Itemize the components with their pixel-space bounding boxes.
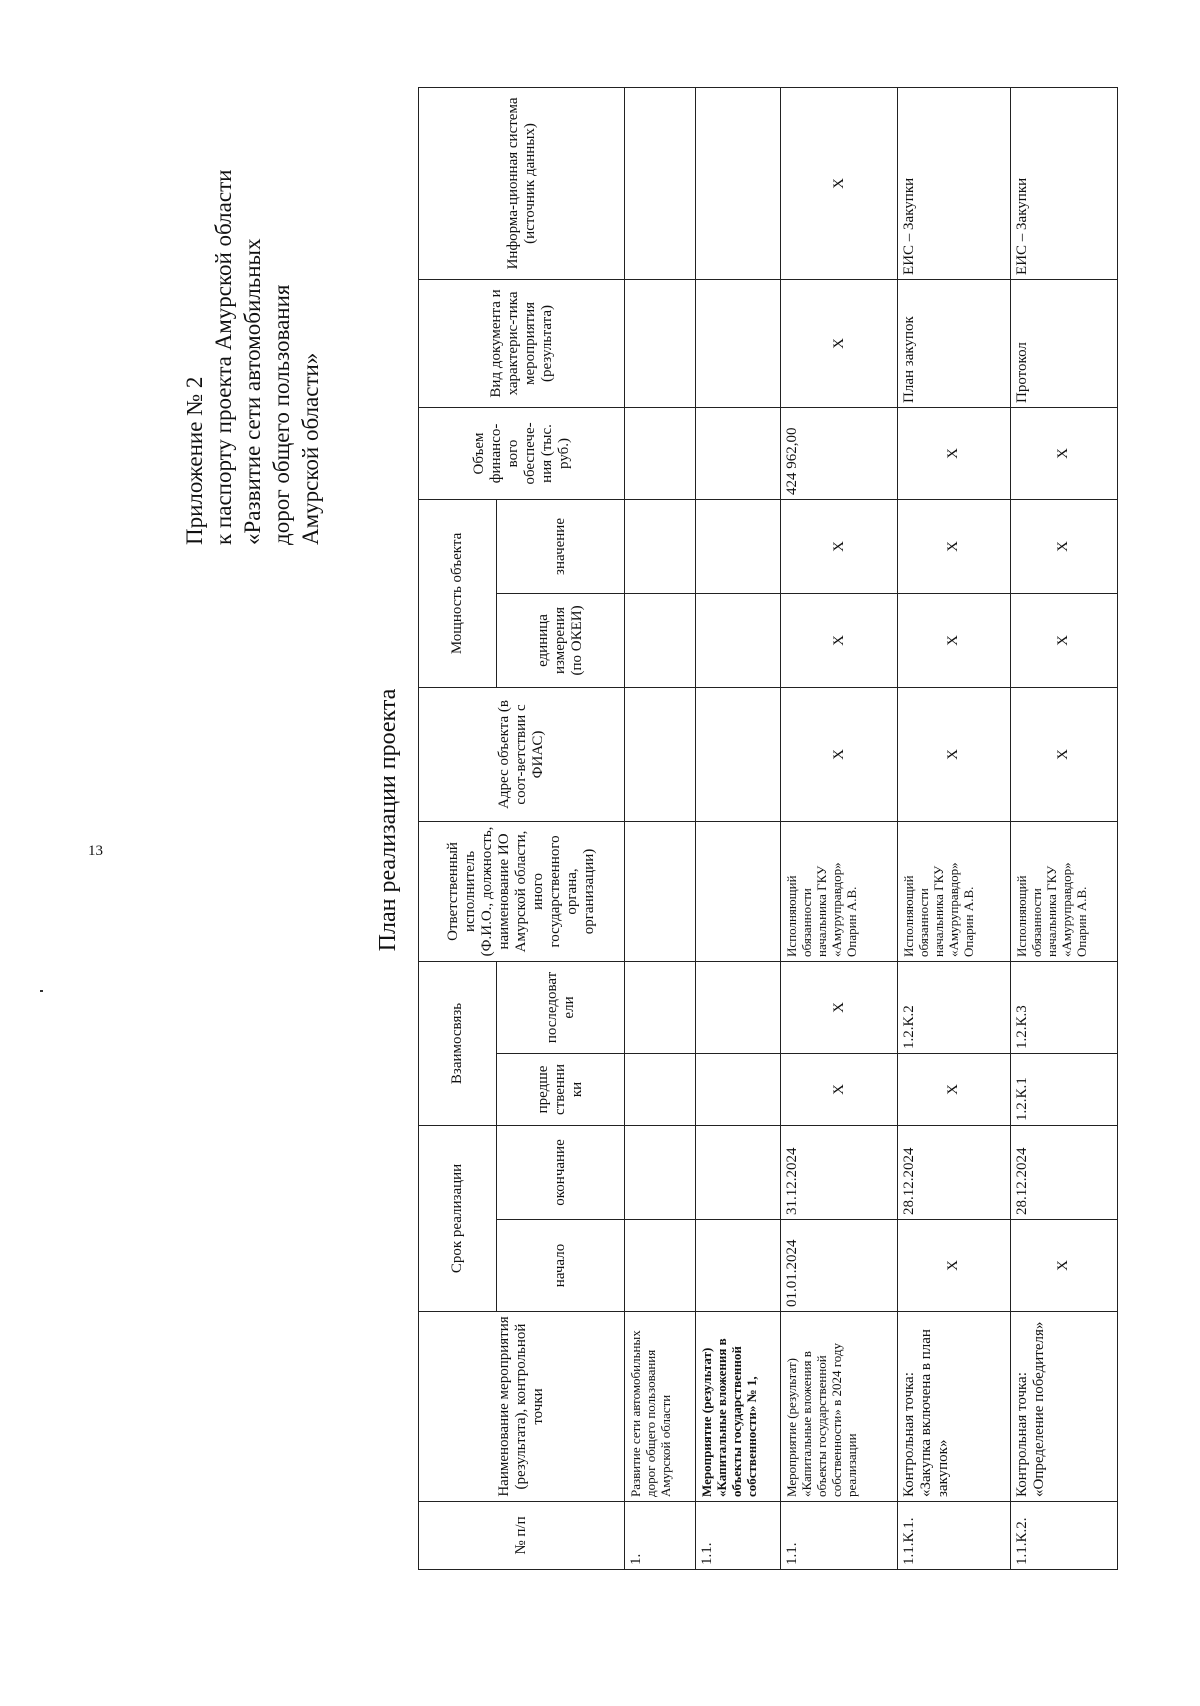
cell-resp: Исполняющий обязанности начальника ГКУ «Амуруправдор» Опарин А.В. <box>781 821 898 961</box>
header-name: Наименование мероприятия (результата), контрольной точки <box>419 1312 625 1502</box>
cell-num: 1. <box>625 1502 696 1570</box>
cell-doc: Протокол <box>1010 279 1117 407</box>
cell-addr: Х <box>781 687 898 821</box>
header-doctype: Вид документа и характерис-тика мероприятия (результата) <box>419 279 625 407</box>
cell-value <box>695 499 780 593</box>
cell-funding: Х <box>898 407 1010 499</box>
header-end: окончание <box>497 1125 625 1219</box>
cell-end: 28.12.2024 <box>898 1125 1010 1219</box>
cell-funding <box>625 407 696 499</box>
cell-num: 1.1. <box>781 1502 898 1570</box>
table-row <box>898 87 1010 1569</box>
cell-end <box>625 1125 696 1219</box>
scan-artifact <box>40 990 43 992</box>
annex-line-1: Приложение № 2 <box>182 376 207 545</box>
cell-resp <box>625 821 696 961</box>
cell-info: Х <box>781 87 898 279</box>
cell-addr: Х <box>1010 687 1117 821</box>
cell-name: Контрольная точка: «Закупка включена в план закупок» <box>898 1312 1010 1502</box>
table-row <box>1010 87 1117 1569</box>
cell-value: Х <box>1010 499 1117 593</box>
cell-start: Х <box>1010 1220 1117 1312</box>
cell-start: 01.01.2024 <box>781 1220 898 1312</box>
rotated-sheet <box>150 60 1150 1640</box>
header-predecessors: предше ственни ки <box>497 1053 625 1125</box>
cell-doc <box>695 279 780 407</box>
cell-doc: Х <box>781 279 898 407</box>
cell-addr <box>625 687 696 821</box>
cell-value: Х <box>781 499 898 593</box>
cell-pred <box>625 1053 696 1125</box>
cell-succ <box>625 961 696 1053</box>
cell-num: 1.1.К.2. <box>1010 1502 1117 1570</box>
table-row <box>625 87 696 1569</box>
cell-addr <box>695 687 780 821</box>
header-successors: последоват ели <box>497 961 625 1053</box>
cell-num: 1.1.К.1. <box>898 1502 1010 1570</box>
header-start: начало <box>497 1220 625 1312</box>
cell-info: ЕИС – Закупки <box>898 87 1010 279</box>
header-capacity: Мощность объекта <box>419 499 497 687</box>
cell-value: Х <box>898 499 1010 593</box>
annex-line-3: «Развитие сети автомобильных <box>240 238 265 545</box>
table-row <box>695 87 780 1569</box>
cell-end: 28.12.2024 <box>1010 1125 1117 1219</box>
header-address: Адрес объекта (в соот-ветствии с ФИАС) <box>419 687 625 821</box>
cell-info: ЕИС – Закупки <box>1010 87 1117 279</box>
cell-start: Х <box>898 1220 1010 1312</box>
header-period: Срок реализации <box>419 1125 497 1311</box>
cell-unit <box>695 593 780 687</box>
cell-funding: Х <box>1010 407 1117 499</box>
cell-doc <box>625 279 696 407</box>
page-number: 13 <box>88 843 103 859</box>
cell-pred: Х <box>898 1053 1010 1125</box>
cell-name: Мероприятие (результат) «Капитальные вложения в объекты государственной собственности» в 2024 году реализации <box>781 1312 898 1502</box>
annex-line-2: к паспорту проекта Амурской области <box>211 169 236 545</box>
header-funding: Объем финансо-вого обеспече-ния (тыс. руб.) <box>419 407 625 499</box>
header-relation: Взаимосвязь <box>419 961 497 1125</box>
header-value: значение <box>497 499 625 593</box>
cell-unit: Х <box>898 593 1010 687</box>
cell-succ: 1.2.К.3 <box>1010 961 1117 1053</box>
cell-info <box>695 87 780 279</box>
cell-name: Контрольная точка: «Определение победителя» <box>1010 1312 1117 1502</box>
cell-start <box>625 1220 696 1312</box>
cell-end <box>695 1125 780 1219</box>
cell-resp <box>695 821 780 961</box>
cell-succ <box>695 961 780 1053</box>
cell-succ: Х <box>781 961 898 1053</box>
cell-info <box>625 87 696 279</box>
header-infosys: Информа-ционная система (источник данных) <box>419 87 625 279</box>
cell-end: 31.12.2024 <box>781 1125 898 1219</box>
annex-line-5: Амурской области» <box>298 352 323 545</box>
annex-line-4: дорог общего пользования <box>269 284 294 545</box>
cell-pred: Х <box>781 1053 898 1125</box>
cell-doc: План закупок <box>898 279 1010 407</box>
plan-table <box>418 87 1118 1570</box>
cell-name: Развитие сети автомобильных дорог общего пользования Амурской области <box>625 1312 696 1502</box>
cell-pred <box>695 1053 780 1125</box>
header-num: № п/п <box>419 1502 625 1570</box>
cell-unit: Х <box>781 593 898 687</box>
annex-header <box>180 105 325 545</box>
cell-unit <box>625 593 696 687</box>
cell-addr: Х <box>898 687 1010 821</box>
cell-resp: Исполняющий обязанности начальника ГКУ «Амуруправдор» Опарин А.В. <box>898 821 1010 961</box>
cell-pred: 1.2.К.1 <box>1010 1053 1117 1125</box>
table-row <box>781 87 898 1569</box>
cell-funding: 424 962,00 <box>781 407 898 499</box>
cell-succ: 1.2.К.2 <box>898 961 1010 1053</box>
header-unit: единица измерения (по ОКЕИ) <box>497 593 625 687</box>
plan-title: План реализации проекта <box>375 688 401 952</box>
cell-num: 1.1. <box>695 1502 780 1570</box>
cell-start <box>695 1220 780 1312</box>
cell-value <box>625 499 696 593</box>
cell-resp: Исполняющий обязанности начальника ГКУ «Амуруправдор» Опарин А.В. <box>1010 821 1117 961</box>
cell-name: Мероприятие (результат) «Капитальные вложения в объекты государственной собственности» № 1, <box>695 1312 780 1502</box>
header-responsible: Ответственный исполнитель (Ф.И.О., должность, наименование ИО Амурской области, иного государственного органа, организации) <box>419 821 625 961</box>
cell-funding <box>695 407 780 499</box>
cell-unit: Х <box>1010 593 1117 687</box>
